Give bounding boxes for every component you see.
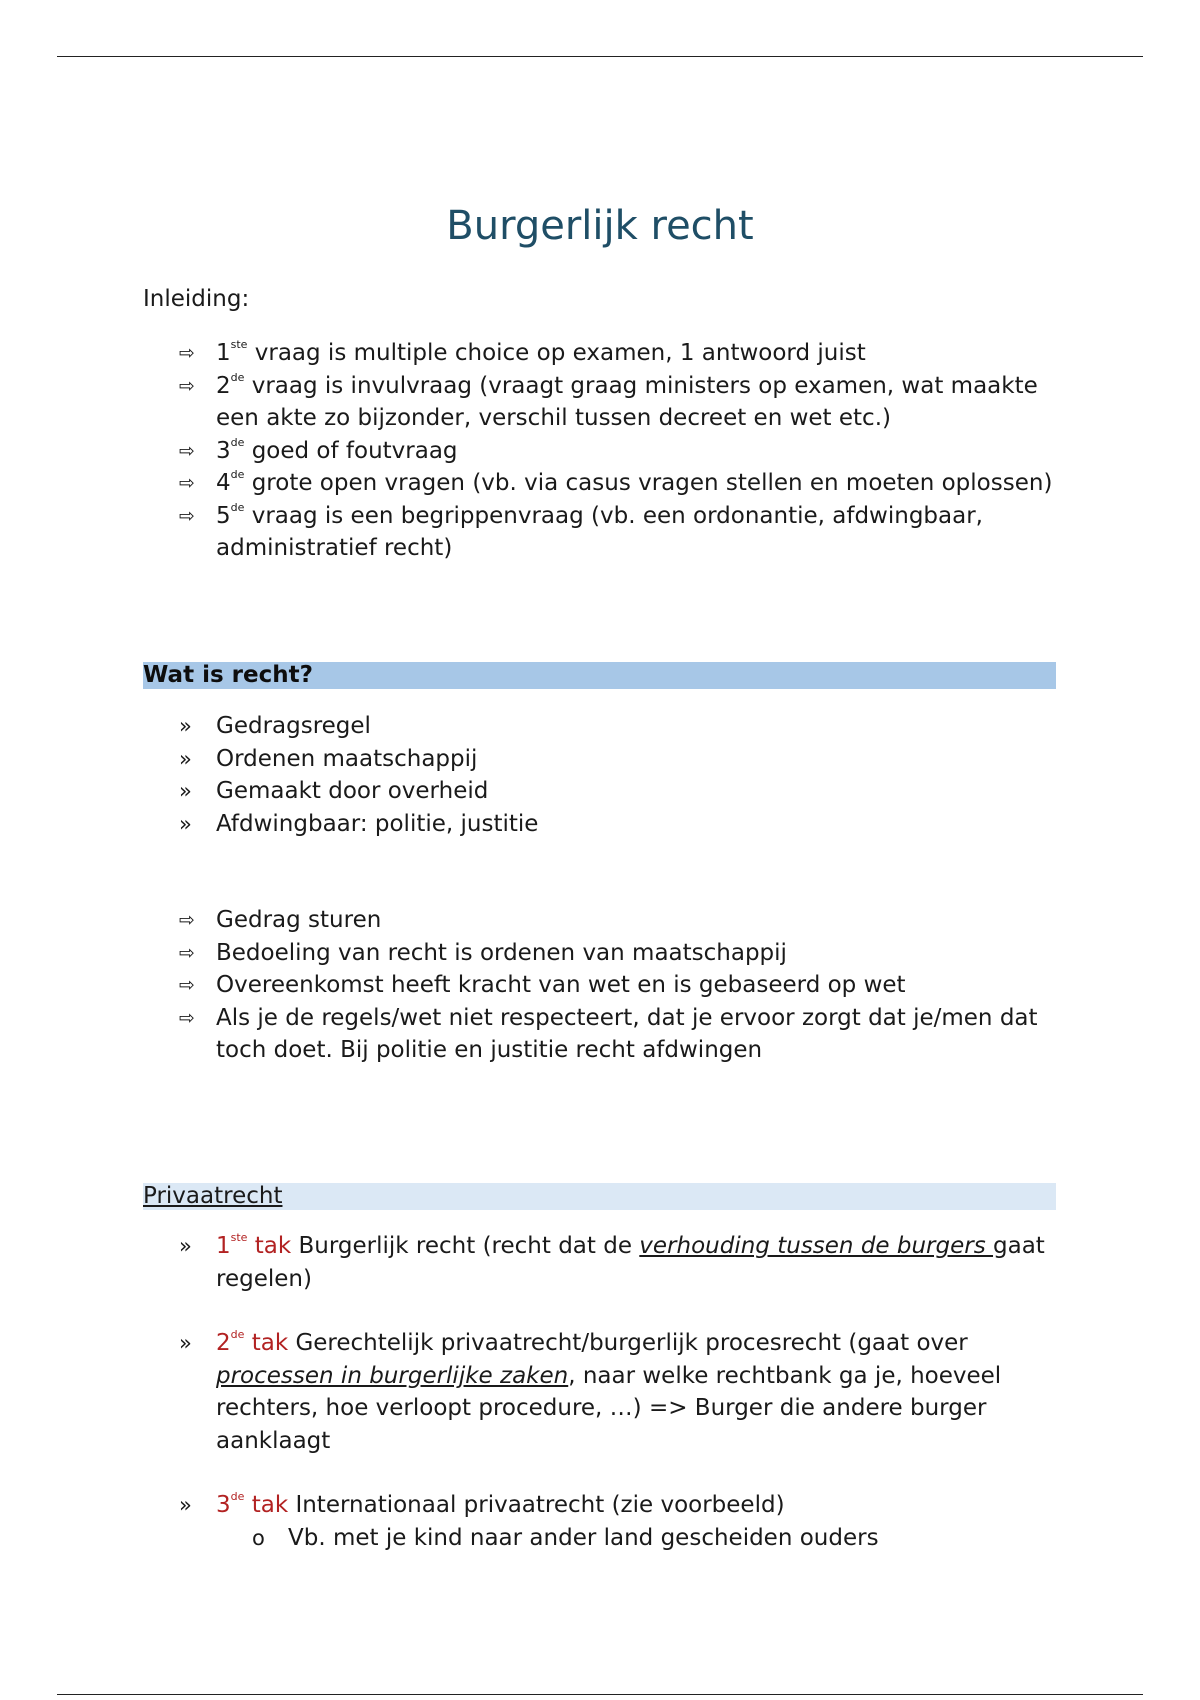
list-item: ⇨ 2de vraag is invulvraag (vraagt graag ministers op examen, wat maakte een akte zo bijzonder, verschil tussen decreet en wet etc.) (179, 370, 1038, 431)
arrow-icon: ⇨ (179, 974, 195, 996)
privaatrecht-list (143, 1230, 1057, 1554)
list-item: ⇨ 1ste vraag is multiple choice op examen, 1 antwoord juist (143, 337, 1057, 370)
chevron-icon: » (179, 779, 192, 803)
list-item: » Gedragsregel (143, 710, 1057, 743)
chevron-icon: » (179, 1493, 192, 1517)
list-item: » Afdwingbaar: politie, justitie (143, 808, 1057, 841)
circle-bullet-icon: o (252, 1525, 265, 1550)
list-item: ⇨ 4de grote open vragen (vb. via casus vragen stellen en moeten oplossen) (143, 467, 1057, 500)
section-heading-wat-is-recht: Wat is recht? (143, 662, 1056, 689)
intro-list (143, 337, 1057, 565)
list-item: » 3de tak Internationaal privaatrecht (zie voorbeeld) (143, 1489, 1057, 1522)
sub-list-item: o Vb. met je kind naar ander land gescheiden ouders (143, 1522, 1057, 1555)
list-item: ⇨ Overeenkomst heeft kracht van wet en is gebaseerd op wet (143, 969, 1057, 1002)
footer-rule (57, 1694, 1143, 1695)
list-item: ⇨ 5de vraag is een begrippenvraag (vb. een ordonantie, afdwingbaar, administratief recht) (179, 500, 983, 561)
list-item: ⇨ Als je de regels/wet niet respecteert, dat je ervoor zorgt dat je/men dat toch doet. Bij politie en justitie recht afdwingen (143, 1002, 1057, 1067)
arrow-icon: ⇨ (179, 941, 195, 964)
chevron-icon: » (179, 714, 192, 738)
arrow-icon: ⇨ (179, 504, 195, 527)
page-title: Burgerlijk recht (446, 202, 754, 249)
list-item: ⇨ Bedoeling van recht is ordenen van maatschappij (143, 937, 1057, 970)
arrow-icon: ⇨ (179, 472, 195, 494)
chevron-icon: » (179, 746, 192, 771)
list-item: » Gemaakt door overheid (143, 775, 1057, 808)
list-item: » 1ste tak Burgerlijk recht (recht dat de verhouding tussen de burgers gaat regelen) (179, 1231, 1045, 1292)
chevron-icon: » (179, 811, 192, 836)
section-heading-privaatrecht: Privaatrecht (143, 1183, 1056, 1210)
arrow-icon: ⇨ (179, 342, 195, 364)
arrow-icon: ⇨ (179, 374, 195, 397)
chevron-icon: » (179, 1234, 192, 1258)
list-item: ⇨ 3de goed of foutvraag (143, 435, 1057, 468)
intro-label: Inleiding: (143, 286, 250, 312)
wat-is-recht-list (143, 710, 1057, 840)
list-item: » 2de tak Gerechtelijk privaatrecht/burgerlijk procesrecht (gaat over processen in burgerlijke zaken, naar welke rechtbank ga je, hoeveel rechters, hoe verloopt procedure, …) => Burger die andere burger aanklaagt (179, 1328, 1002, 1454)
arrow-icon: ⇨ (179, 909, 195, 931)
list-item: » Ordenen maatschappij (143, 743, 1057, 776)
arrow-icon: ⇨ (179, 439, 195, 462)
list-item: ⇨ Gedrag sturen (143, 904, 1057, 937)
chevron-icon: » (179, 1331, 192, 1355)
header-rule (57, 56, 1143, 57)
arrow-icon: ⇨ (179, 1006, 195, 1029)
wat-is-recht-arrow-list (143, 904, 1057, 1067)
